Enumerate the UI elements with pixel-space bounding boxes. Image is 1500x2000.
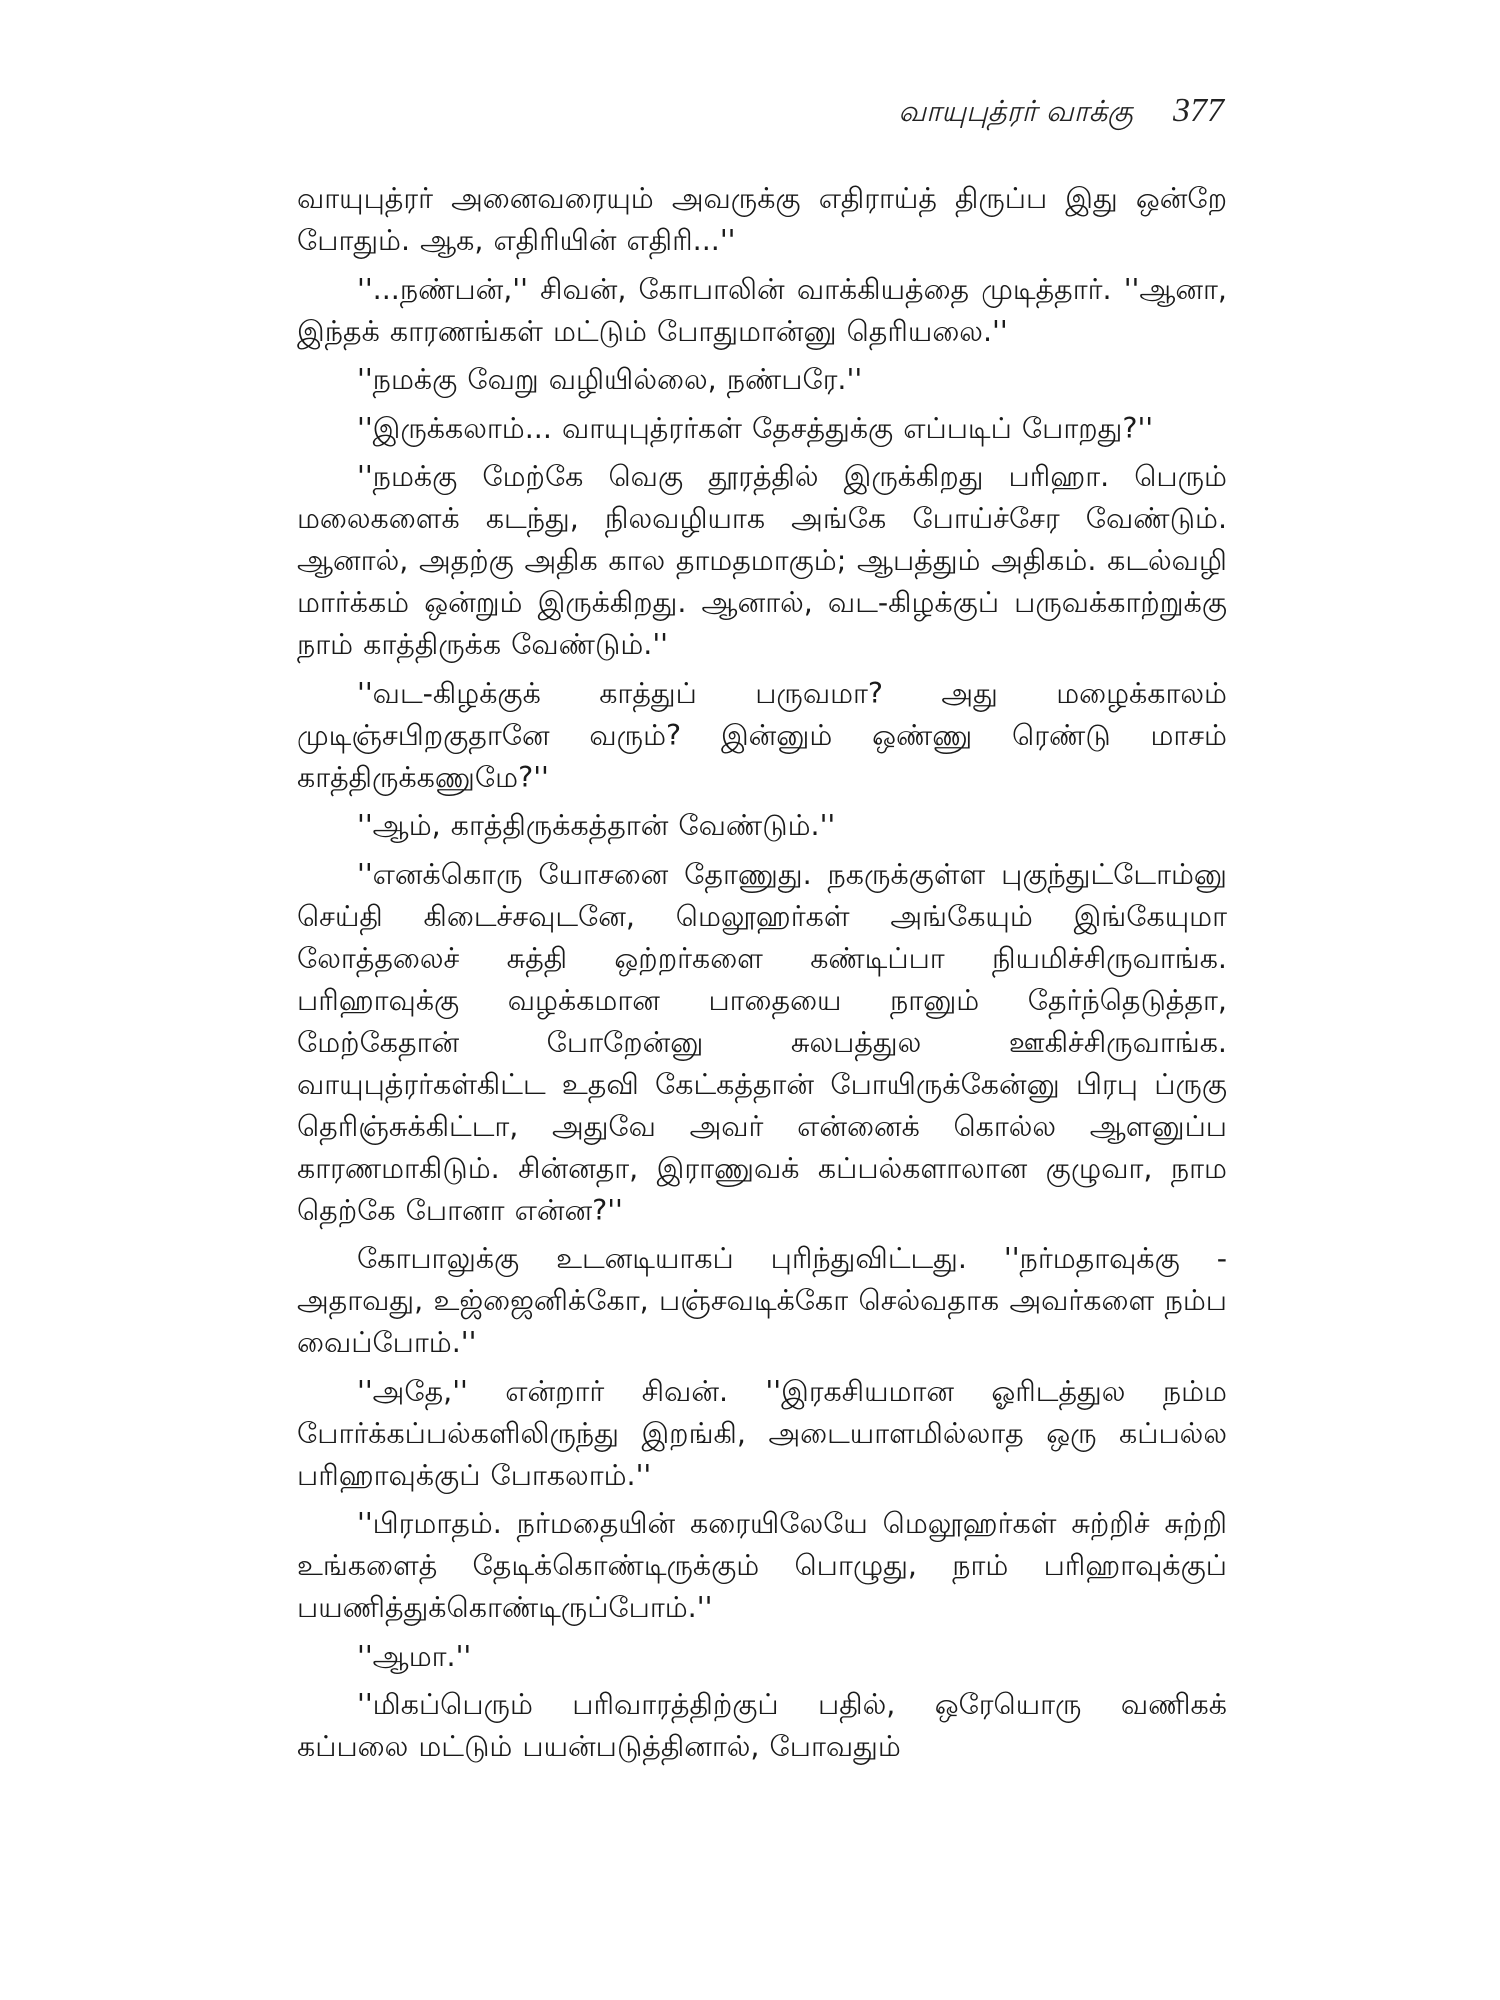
paragraph-10: ''அதே,'' என்றார் சிவன். ''இரகசியமான ஓரிடத்துல நம்ம போர்க்கப்பல்களிலிருந்து இறங்கி, அடையாளமில்லாத ஒரு கப்பல்ல பரிஹாவுக்குப் போகலாம்.'' — [297, 1374, 1227, 1492]
running-header — [898, 92, 1224, 132]
paragraph-11: ''பிரமாதம். நர்மதையின் கரையிலேயே மெலூஹர்கள் சுற்றிச் சுற்றி உங்களைத் தேடிக்கொண்டிருக்கும் பொழுது, நாம் பரிஹாவுக்குப் பயணித்துக்கொண்டிருப்போம்.'' — [297, 1507, 1227, 1624]
paragraph-13: ''மிகப்பெரும் பரிவாரத்திற்குப் பதில், ஒரேயொரு வணிகக் கப்பலை மட்டும் பயன்படுத்தினால், போவதும் — [297, 1688, 1227, 1763]
paragraph-7: ''ஆம், காத்திருக்கத்தான் வேண்டும்.'' — [357, 809, 836, 842]
paragraph-9: கோபாலுக்கு உடனடியாகப் புரிந்துவிட்டது. ''நர்மதாவுக்கு - அதாவது, உஜ்ஜைனிக்கோ, பஞ்சவடிக்கோ செல்வதாக அவர்களை நம்ப வைப்போம்.'' — [297, 1242, 1227, 1359]
paragraph-1: வாயுபுத்ரர் அனைவரையும் அவருக்கு எதிராய்த் திருப்ப இது ஒன்றே போதும். ஆக, எதிரியின் எதிரி...'' — [297, 182, 1227, 257]
body-text — [297, 178, 1227, 1775]
paragraph-2: ''...நண்பன்,'' சிவன், கோபாலின் வாக்கியத்தை முடித்தார். ''ஆனா, இந்தக் காரணங்கள் மட்டும் போதுமான்னு தெரியலை.'' — [297, 272, 1227, 348]
paragraph-5: ''நமக்கு மேற்கே வெகு தூரத்தில் இருக்கிறது பரிஹா. பெரும் மலைகளைக் கடந்து, நிலவழியாக அங்கே போய்ச்சேர வேண்டும். ஆனால், அதற்கு அதிக கால தாமதமாகும்; ஆபத்தும் அதிகம். கடல்வழி மார்க்கம் ஒன்றும் இருக்கிறது. ஆனால், வட-கிழக்குப் பருவக்காற்றுக்கு நாம் காத்திருக்க வேண்டும்.'' — [297, 460, 1227, 661]
paragraph-4: ''இருக்கலாம்... வாயுபுத்ரர்கள் தேசத்துக்கு எப்படிப் போறது?'' — [357, 411, 1154, 445]
paragraph-12: ''ஆமா.'' — [357, 1639, 472, 1673]
paragraph-3: ''நமக்கு வேறு வழியில்லை, நண்பரே.'' — [357, 363, 863, 396]
page-number: 377 — [1173, 92, 1224, 129]
paragraph-8: ''எனக்கொரு யோசனை தோணுது. நகருக்குள்ள புகுந்துட்டோம்னு செய்தி கிடைச்சவுடனே, மெலூஹர்கள் அங்கேயும் இங்கேயுமா லோத்தலைச் சுத்தி ஒற்றர்களை கண்டிப்பா நியமிச்சிருவாங்க. பரிஹாவுக்கு வழக்கமான பாதையை நானும் தேர்ந்தெடுத்தா, மேற்கேதான் போறேன்னு சுலபத்துல ஊகிச்சிருவாங்க. வாயுபுத்ரர்கள்கிட்ட உதவி கேட்கத்தான் போயிருக்கேன்னு பிரபு ப்ருகு தெரிஞ்சுக்கிட்டா, அதுவே அவர் என்னைக் கொல்ல ஆளனுப்ப காரணமாகிடும். சின்னதா, இராணுவக் கப்பல்களாலான குழுவா, நாம தெற்கே போனா என்ன?'' — [297, 857, 1227, 1227]
paragraph-6: ''வட-கிழக்குக் காத்துப் பருவமா? அது மழைக்காலம் முடிஞ்சபிறகுதானே வரும்? இன்னும் ஒண்ணு ரெண்டு மாசம் காத்திருக்கணுமே?'' — [297, 676, 1227, 794]
running-title: வாயுபுத்ரர் வாக்கு — [898, 94, 1133, 128]
